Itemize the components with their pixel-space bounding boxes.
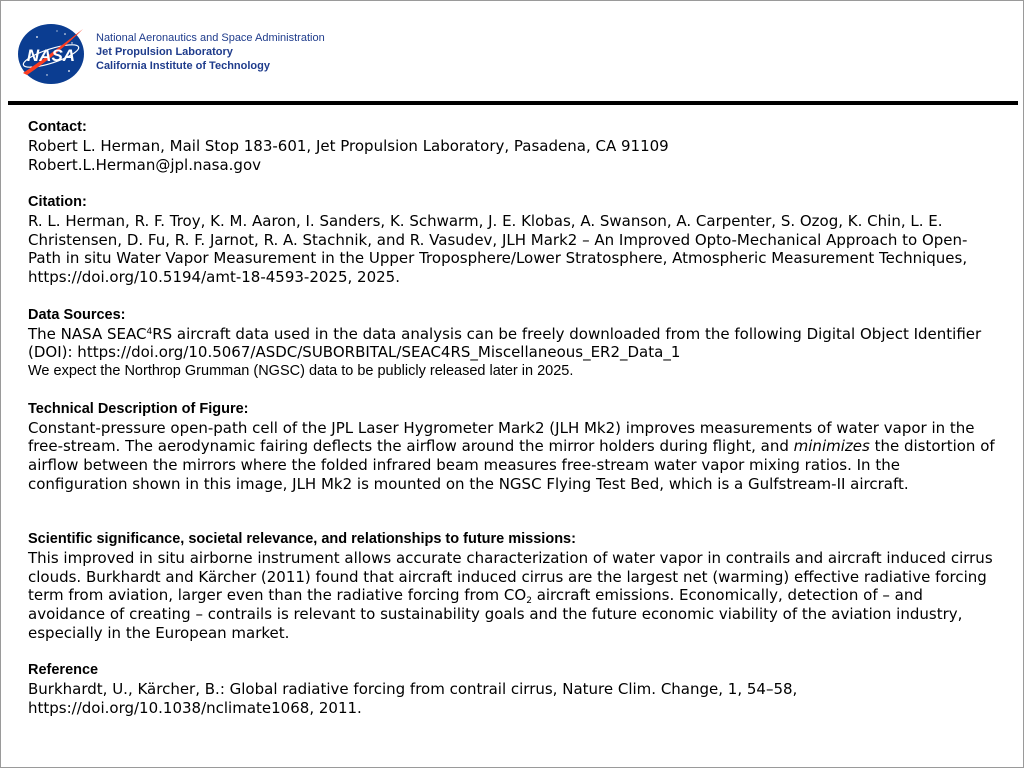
citation-text: R. L. Herman, R. F. Troy, K. M. Aaron, I. Sanders, K. Schwarm, J. E. Klobas, A. Swanson, A. Carpenter, S. Ozog, K. Chin, L. E. Christensen, D. Fu, R. F. Jarnot, R. A. Stachnik, and R. Vasudev, JLH Mark2 – An Improved Opto-Mechanical Approach to Open-Path in situ Water Vapor Measurement in the Upper Troposphere/Lower Stratosphere, Atmospheric Measurement Techniques, https://doi.org/10.5194/amt-18-4593-2025, 2025.: [28, 212, 968, 286]
technical-text: [28, 419, 1000, 493]
org-line-3: California Institute of Technology: [96, 60, 270, 72]
contact-heading: Contact:: [28, 119, 87, 135]
org-line-1: National Aeronautics and Space Administration: [96, 32, 325, 44]
significance-heading: Scientific significance, societal relevance, and relationships to future missions:: [28, 531, 576, 548]
org-line-2: Jet Propulsion Laboratory: [96, 46, 233, 58]
data-sources-text-a: The NASA SEAC: [28, 324, 147, 343]
header-rule: [8, 101, 1018, 105]
technical-heading: Technical Description of Figure:: [28, 400, 249, 417]
data-sources-text-b: RS aircraft data used in the data analysis can be freely downloaded from the following Digital Object Identifier (DOI): https://doi.org/10.5067/ASDC/SUBORBITAL/SEAC4RS_Miscellaneous_ER2_Data_1: [28, 324, 982, 362]
logo-text: NASA: [26, 46, 76, 65]
technical-text-a: Constant-pressure open-path cell of the JPL Laser Hygrometer Mark2 (JLH Mk2) improves measurements of water vapor in the free-stream. The aerodynamic fairing deflects the airflow around the mirror holders during flight, and: [28, 418, 975, 456]
significance-sub: 2: [526, 596, 532, 607]
contact-line-1: Robert L. Herman, Mail Stop 183-601, Jet Propulsion Laboratory, Pasadena, CA 91109: [28, 137, 669, 155]
data-sources-sup: 4: [146, 326, 153, 337]
data-sources-text: [28, 325, 1000, 362]
significance-text-b: aircraft emissions. Economically, detection of – and avoidance of creating – contrails is relevant to sustainability goals and the future economic viability of the aviation industry, especially in the European market.: [28, 586, 963, 642]
reference-heading: Reference: [28, 662, 99, 679]
reference-text: Burkhardt, U., Kärcher, B.: Global radiative forcing from contrail cirrus, Nature Clim. Change, 1, 54–58, https://doi.org/10.1038/nclimate1068, 2011.: [28, 680, 798, 717]
technical-text-b: the distortion of airflow between the mirrors where the folded infrared beam measures free-stream water vapor mixing ratios. In the configuration shown in this image, JLH Mk2 is mounted on the NGSC Flying Test Bed, which is a Gulfstream-II aircraft.: [28, 437, 995, 493]
header: [1, 1, 1023, 101]
data-sources-heading: Data Sources:: [28, 306, 126, 323]
content: [28, 118, 1000, 717]
org-block: [96, 31, 325, 73]
significance-text-a: This improved in situ airborne instrument allows accurate characterization of water vapor in contrails and aircraft induced cirrus clouds. Burkhardt and Kärcher (2011) found that aircraft induced cirrus are the largest net (warming) effective radiative forcing term from aviation, larger even than the radiative forcing from CO: [28, 549, 993, 605]
nasa-logo-icon: [17, 23, 85, 85]
data-sources-note: We expect the Northrop Grumman (NGSC) data to be publicly released later in 2025.: [28, 362, 574, 379]
significance-text: [28, 549, 1000, 642]
technical-emphasis: minimizes: [793, 437, 870, 456]
contact-email: Robert.L.Herman@jpl.nasa.gov: [28, 155, 262, 174]
citation-heading: Citation:: [28, 194, 87, 211]
